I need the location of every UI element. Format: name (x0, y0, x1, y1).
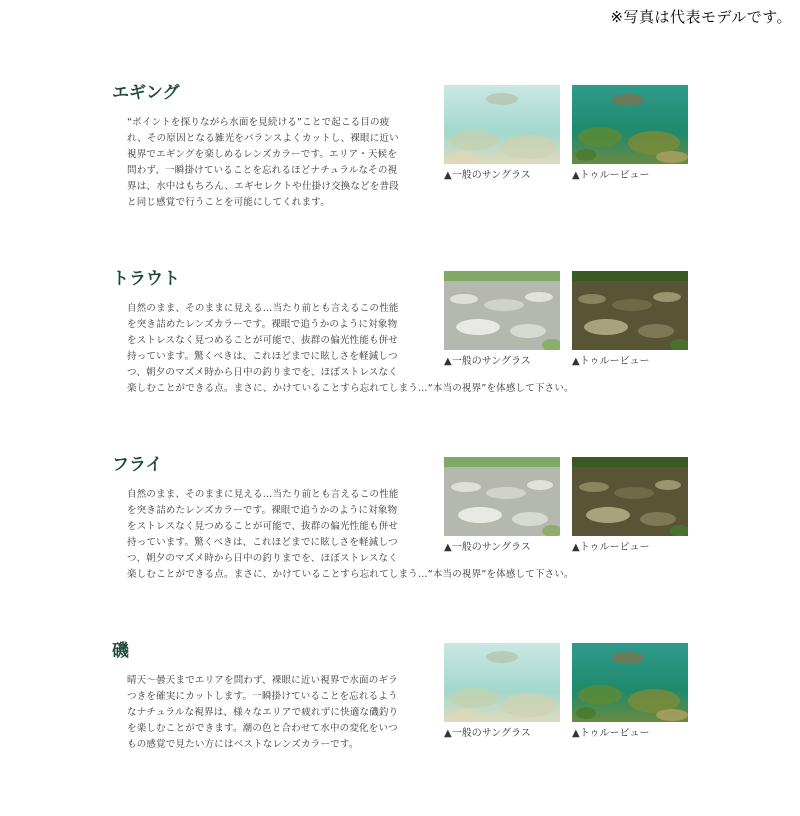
photo-normal-sunglasses (444, 643, 560, 722)
section-description: 自然のまま、そのままに見える…当たり前とも言えるこの性能 を突き詰めたレンズカラーです。裸眼で追うかのように対象物 をストレスなく見つめることが可能で、抜群の偏光性能も併せ 持っています。驚くべきは、これほどまでに眩しさを軽減しつ つ、朝夕のマズメ時から日中の釣りまでを、ほぼストレスなく 楽しむことができる点。まさに、かけていることすら忘れてしまう…“本当の視界”を体感して下さい。 (127, 489, 574, 580)
photo-normal-sunglasses (444, 457, 560, 536)
caption-normal-sunglasses: ▲一般のサングラス (444, 542, 531, 553)
caption-normal-sunglasses: ▲一般のサングラス (444, 356, 531, 367)
section-title: 磯 (112, 641, 129, 661)
photo-normal-sunglasses (444, 271, 560, 350)
photo-trueview (572, 643, 688, 722)
caption-normal-sunglasses: ▲一般のサングラス (444, 728, 531, 739)
caption-normal-sunglasses: ▲一般のサングラス (444, 170, 531, 181)
lens-section-fly (0, 450, 800, 630)
photo-normal-sunglasses (444, 85, 560, 164)
section-title: フライ (112, 455, 163, 475)
photo-trueview (572, 85, 688, 164)
photo-trueview (572, 271, 688, 350)
section-description: 自然のまま、そのままに見える…当たり前とも言えるこの性能 を突き詰めたレンズカラーです。裸眼で追うかのように対象物 をストレスなく見つめることが可能で、抜群の偏光性能も併せ 持っています。驚くべきは、これほどまでに眩しさを軽減しつ つ、朝夕のマズメ時から日中の釣りまでを、ほぼストレスなく 楽しむことができる点。まさに、かけていることすら忘れてしまう…“本当の視界”を体感して下さい。 (127, 303, 574, 394)
representative-model-note: ※写真は代表モデルです。 (610, 8, 792, 26)
caption-trueview: ▲トゥルービュー (572, 356, 650, 367)
section-title: トラウト (112, 269, 180, 289)
lens-section-egging (0, 78, 800, 258)
photo-trueview (572, 457, 688, 536)
lens-section-trout (0, 264, 800, 444)
lens-section-iso (0, 636, 800, 816)
section-description: 晴天～曇天までエリアを問わず、裸眼に近い視界で水面のギラ つきを確実にカットします。一瞬掛けていることを忘れるよう なナチュラルな視界は、様々なエリアで疲れずに快適な磯釣り を楽しむことができます。潮の色と合わせて水中の変化をいつ もの感覚で見たい方にはベストなレンズカラーです。 (127, 675, 399, 750)
caption-trueview: ▲トゥルービュー (572, 542, 650, 553)
section-title: エギング (112, 83, 180, 103)
caption-trueview: ▲トゥルービュー (572, 728, 650, 739)
caption-trueview: ▲トゥルービュー (572, 170, 650, 181)
section-description: “ポイントを探りながら水面を見続ける”ことで起こる目の疲 れ、その原因となる雑光をバランスよくカットし、裸眼に近い 視界でエギングを楽しめるレンズカラーです。エリア・天候を 問わず、一瞬掛けていることを忘れるほどナチュラルなその視 界は、水中はもちろん、エギセレクトや仕掛け交換などを普段 と同じ感覚で行うことを可能にしてくれます。 (127, 117, 399, 208)
